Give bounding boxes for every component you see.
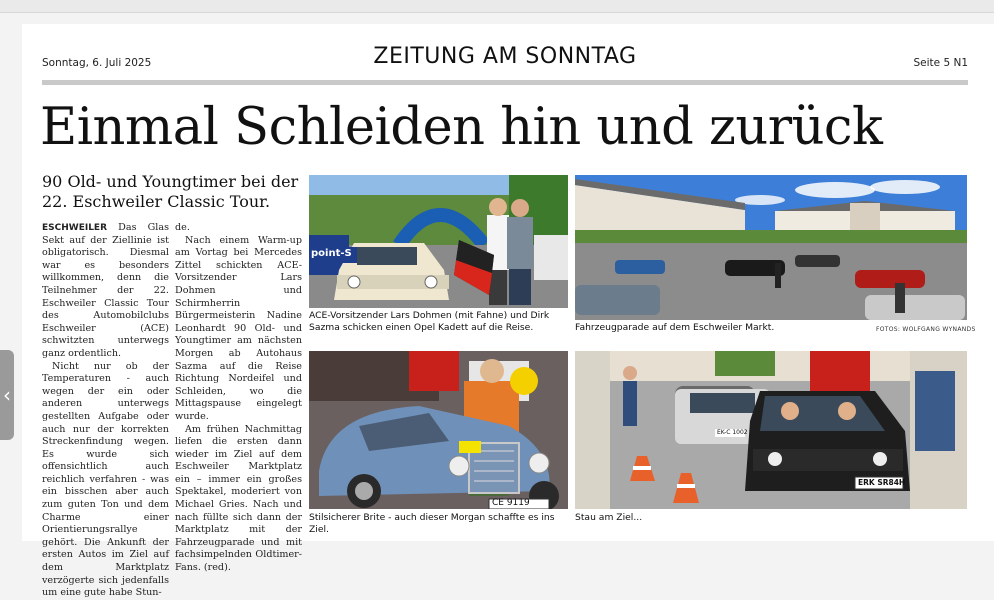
page-number: Seite 5 N1 xyxy=(913,57,968,69)
photo-credit: FOTOS: WOLFGANG WYNANDS xyxy=(876,326,976,333)
article-column-2 xyxy=(175,222,302,575)
caption-photo-1: ACE-Vorsitzender Lars Dohmen (mit Fahne) und Dirk Sazma schicken einen Opel Kadett auf die Reise. xyxy=(309,310,550,333)
paragraph-2: Nicht nur ob der Temperaturen - auch wegen der ein oder anderen unterwegs gestellten Aufgabe oder auch nur der korrekten Streckenfindung wegen. Es wurde sich offensichtlich auch reichlich verfahren - was ein bisschen aber auch zum guten Ton und dem Charme einer Orientierungsrallye gehört. Die Ankunft der ersten Autos im Ziel auf dem Marktplatz verzögerte sich jedenfalls um eine gute habe Stun- xyxy=(42,360,169,599)
previous-page-button[interactable] xyxy=(0,350,14,440)
plate-text-left: EK-C 1002 xyxy=(717,429,748,436)
photo-opel-kadett-start xyxy=(309,175,568,308)
browser-top-bar xyxy=(0,0,994,13)
plate-text-right: ERK SR84H xyxy=(858,478,906,487)
issue-date: Sonntag, 6. Juli 2025 xyxy=(42,57,152,69)
paragraph-1: Das Glas Sekt auf der Ziellinie ist obligatorisch. Diesmal war es besonders willkommen, denn die Teilnehmer der 22. Eschweiler Classic Tour des Automobilclubs Eschweiler (ACE) schwitzten unterwegs ganz ordentlich. xyxy=(42,222,169,359)
article-subhead: 90 Old- und Youngtimer bei der 22. Eschweiler Classic Tour. xyxy=(42,172,299,211)
photo-market-parade xyxy=(575,175,967,320)
caption-photo-3: Stilsicherer Brite - auch dieser Morgan schaffte es ins Ziel. xyxy=(309,512,555,535)
plate-text: CE 9119 xyxy=(492,498,530,508)
chevron-left-icon: ‹ xyxy=(3,383,11,407)
paragraph-2-end: de. xyxy=(175,222,190,233)
paragraph-4: Am frühen Nachmittag liefen die ersten dann wieder im Ziel auf dem Eschweiler Marktplatz ein – immer ein großes Spektakel, moderiert von Michael Gries. Nach und nach füllte sich dann der Marktplatz mit der Fahrzeugparade und mit fachsimpelnden Oldtimer-Fans. (red). xyxy=(175,423,302,574)
header-rule xyxy=(42,80,968,85)
paragraph-3: Nach einem Warm-up am Vortag bei Mercedes Zittel schickten ACE-Vorsitzender Lars Dohmen und Schirmherrin Bürgermeisterin Nadine Leonhardt 90 Old- und Youngtimer am nächsten Morgen ab Autohaus Sazma auf die Reise Richtung Nordeifel und Schleiden, wo die Mittagspause eingelegt wurde. xyxy=(175,234,302,422)
dateline: ESCHWEILER xyxy=(42,223,108,233)
article-column-1 xyxy=(42,222,169,600)
banner-text: point-S xyxy=(311,248,352,259)
photo-traffic-at-finish xyxy=(575,351,967,509)
caption-photo-2: Fahrzeugparade auf dem Eschweiler Markt. xyxy=(575,322,775,333)
article-headline: Einmal Schleiden hin und zurück xyxy=(40,98,883,157)
caption-photo-4: Stau am Ziel... xyxy=(575,512,643,523)
newspaper-name: ZEITUNG AM SONNTAG xyxy=(373,44,637,69)
photo-morgan xyxy=(309,351,568,509)
